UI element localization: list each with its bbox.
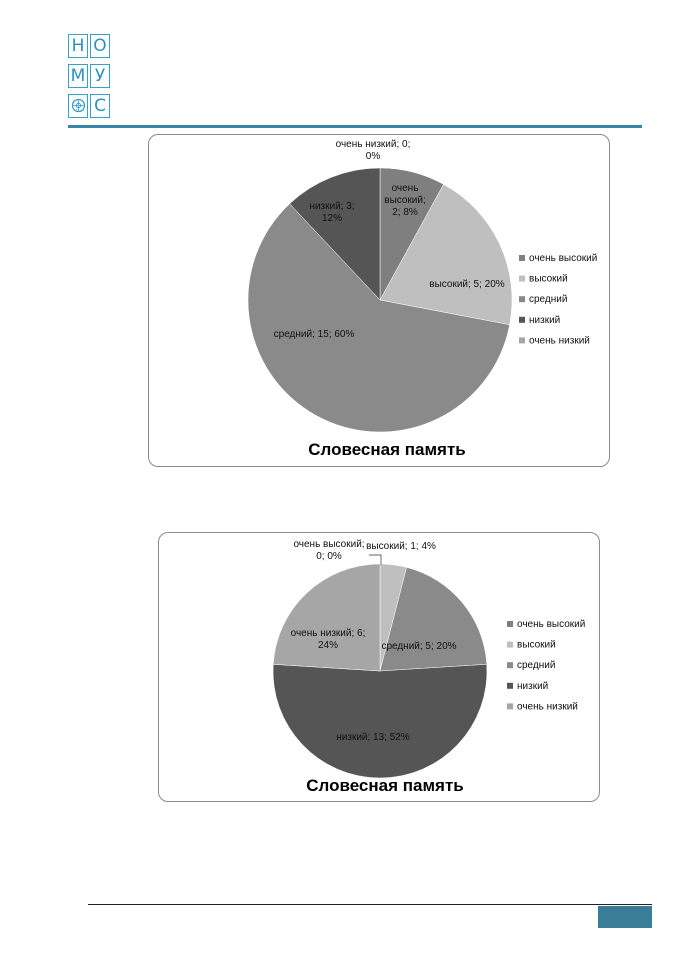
legend-swatch	[507, 703, 513, 709]
legend	[507, 619, 585, 712]
logo	[68, 34, 113, 118]
legend-swatch	[507, 662, 513, 668]
pie-chart-2-svg	[159, 533, 601, 803]
data-label: высокий; 1; 4%	[366, 541, 436, 552]
logo-letter: М	[68, 64, 88, 88]
data-label: низкий; 3; 12%	[309, 201, 355, 224]
data-label: очень высокий; 0; 0%	[293, 539, 365, 562]
legend-label: очень высокий	[517, 619, 586, 630]
data-label: очень низкий; 6; 24%	[290, 628, 366, 651]
legend-label: средний	[529, 294, 568, 306]
legend-label: низкий	[529, 314, 561, 326]
legend-label: низкий	[517, 680, 549, 692]
pie-slice-3	[273, 664, 487, 778]
legend-label: очень низкий	[529, 335, 590, 347]
pie-chart-1-svg	[149, 135, 611, 468]
footer-rule	[88, 904, 652, 905]
logo-letter: У	[90, 64, 110, 88]
logo-letter: С	[90, 94, 110, 118]
pie-slices	[273, 564, 487, 778]
legend-label: высокий	[529, 273, 568, 285]
logo-letter: О	[90, 34, 110, 58]
data-label: очень высокий; 2; 8%	[384, 183, 426, 218]
chart-title: Словесная память	[308, 440, 466, 459]
legend-swatch	[519, 255, 525, 261]
legend-swatch	[507, 683, 513, 689]
leader-line	[369, 555, 381, 565]
legend	[519, 253, 597, 346]
data-label: очень низкий; 0; 0%	[335, 139, 411, 162]
legend-label: очень низкий	[517, 701, 578, 713]
data-label: средний; 15; 60%	[273, 329, 355, 340]
pie-slices	[248, 168, 512, 432]
data-label: высокий; 5; 20%	[429, 279, 505, 290]
legend-label: очень высокий	[529, 253, 598, 264]
legend-label: средний	[517, 660, 556, 672]
emblem-icon	[68, 94, 88, 118]
data-label: низкий; 13; 52%	[336, 732, 410, 743]
legend-swatch	[519, 317, 525, 323]
chart-title: Словесная память	[306, 776, 464, 795]
header-rule	[68, 125, 642, 128]
legend-swatch	[519, 296, 525, 302]
pie-chart-2	[158, 532, 600, 802]
legend-swatch	[507, 621, 513, 627]
pie-chart-1	[148, 134, 610, 467]
legend-label: высокий	[517, 639, 556, 651]
legend-swatch	[519, 276, 525, 282]
legend-swatch	[519, 337, 525, 343]
data-label: средний; 5; 20%	[381, 641, 457, 652]
legend-swatch	[507, 642, 513, 648]
logo-letter: Н	[68, 34, 88, 58]
pie-slice-4	[273, 564, 380, 671]
page-number-box	[598, 906, 652, 928]
